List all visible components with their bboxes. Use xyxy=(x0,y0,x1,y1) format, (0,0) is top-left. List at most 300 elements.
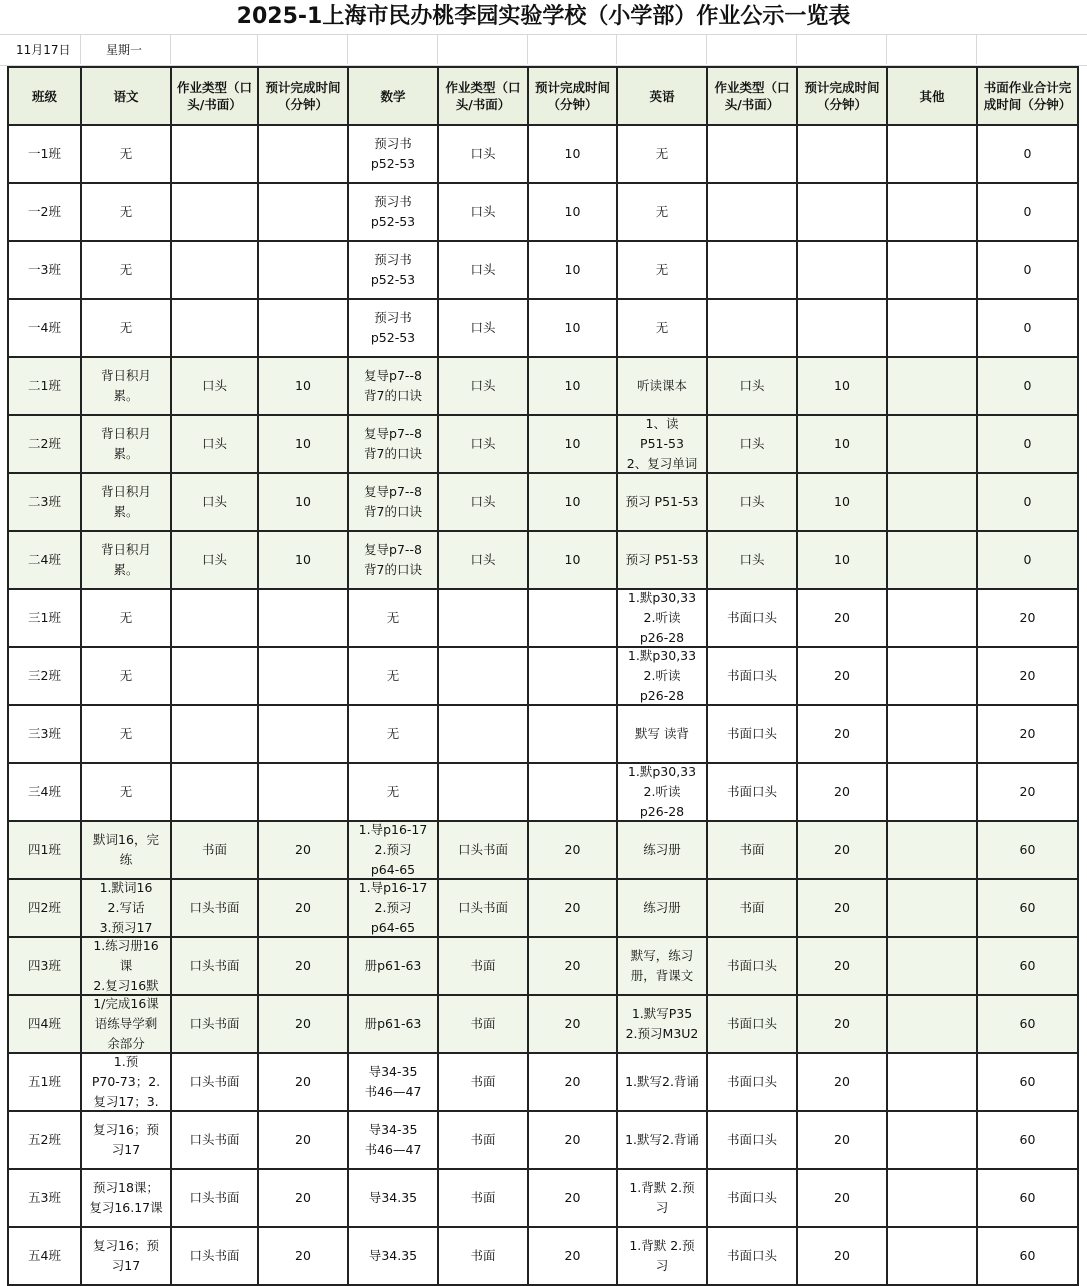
cell-text: 口头 xyxy=(470,320,496,335)
table-cell xyxy=(528,821,617,879)
cell-text: 口头 xyxy=(470,552,496,567)
table-cell xyxy=(617,531,707,589)
table-row xyxy=(8,589,1078,647)
table-cell xyxy=(617,473,707,531)
table-cell xyxy=(887,995,977,1053)
table-cell xyxy=(348,821,438,879)
table-cell xyxy=(348,125,438,183)
table-cell xyxy=(797,589,887,647)
cell-text: 练习册 xyxy=(643,842,681,857)
cell-text: 复导p7--8 背7的口诀 xyxy=(364,484,422,519)
cell-text: 三4班 xyxy=(28,784,61,799)
cell-text: 复导p7--8 背7的口诀 xyxy=(364,426,422,461)
cell-text: 60 xyxy=(1019,1248,1036,1263)
table-cell xyxy=(8,415,81,473)
table-cell xyxy=(81,995,171,1053)
table-cell xyxy=(977,299,1078,357)
table-cell xyxy=(797,241,887,299)
table-cell xyxy=(81,879,171,937)
table-cell xyxy=(977,763,1078,821)
cell-text: 20 xyxy=(295,1248,311,1263)
table-cell xyxy=(171,589,258,647)
cell-text: 预习书 p52-53 xyxy=(370,252,416,287)
table-cell xyxy=(797,763,887,821)
table-cell xyxy=(617,1053,707,1111)
table-cell xyxy=(977,589,1078,647)
cell-text: 1.默p30,33 2.听读 p26-28 xyxy=(627,765,697,819)
table-cell xyxy=(171,705,258,763)
cell-text: 无 xyxy=(655,146,669,161)
cell-text: 10 xyxy=(295,436,311,451)
table-cell xyxy=(258,183,348,241)
cell-text: 20 xyxy=(564,1190,581,1205)
cell-text: 1.背默 2.预 习 xyxy=(629,1180,695,1215)
table-cell xyxy=(8,357,81,415)
cell-text: 册p61-63 xyxy=(364,1016,422,1031)
table-cell xyxy=(707,589,797,647)
table-cell xyxy=(617,415,707,473)
table-cell xyxy=(528,995,617,1053)
table-cell xyxy=(887,647,977,705)
table-cell xyxy=(8,1111,81,1169)
table-cell xyxy=(258,299,348,357)
cell-text: 1.背默 2.预 习 xyxy=(629,1238,695,1273)
table-cell xyxy=(887,1227,977,1285)
cell-text: 20 xyxy=(834,1190,850,1205)
table-cell xyxy=(348,241,438,299)
column-header: 书面作业合计完成时间（分钟） xyxy=(977,67,1078,125)
table-cell xyxy=(438,879,528,937)
table-cell xyxy=(707,1227,797,1285)
table-cell xyxy=(8,647,81,705)
column-header: 其他 xyxy=(887,67,977,125)
cell-text: 无 xyxy=(386,726,400,741)
cell-text: 10 xyxy=(564,204,581,219)
cell-text: 背日积月 累。 xyxy=(100,542,151,577)
cell-text: 四3班 xyxy=(28,958,61,973)
table-cell xyxy=(8,995,81,1053)
table-cell xyxy=(797,1169,887,1227)
table-cell xyxy=(348,937,438,995)
table-cell xyxy=(8,879,81,937)
table-cell xyxy=(171,1169,258,1227)
cell-text: 预习 P51-53 xyxy=(625,552,699,567)
table-cell xyxy=(707,473,797,531)
cell-text: 1/完成16课 语练导学剩 余部分 xyxy=(93,997,159,1051)
table-cell xyxy=(528,705,617,763)
table-cell xyxy=(348,1111,438,1169)
table-cell xyxy=(797,531,887,589)
table-cell xyxy=(617,125,707,183)
table-cell xyxy=(258,937,348,995)
table-cell xyxy=(258,821,348,879)
cell-text: 预习书 p52-53 xyxy=(370,194,416,229)
cell-text: 导34-35 书46—47 xyxy=(364,1122,422,1157)
table-cell xyxy=(617,1227,707,1285)
table-body xyxy=(8,125,1078,1285)
table-cell xyxy=(977,415,1078,473)
table-cell xyxy=(887,183,977,241)
cell-text: 20 xyxy=(1019,784,1036,799)
cell-text: 20 xyxy=(834,1248,850,1263)
table-cell xyxy=(348,299,438,357)
table-row xyxy=(8,821,1078,879)
table-cell xyxy=(707,1111,797,1169)
cell-text: 一3班 xyxy=(28,262,61,277)
table-cell xyxy=(438,125,528,183)
table-cell xyxy=(438,357,528,415)
table-cell xyxy=(617,357,707,415)
column-header: 数学 xyxy=(348,67,438,125)
cell-text: 默写，练习 册，背课文 xyxy=(630,948,694,983)
cell-text: 默写 读背 xyxy=(635,726,689,741)
table-cell xyxy=(81,763,171,821)
cell-text: 默词16，完 练 xyxy=(93,832,159,867)
table-cell xyxy=(528,241,617,299)
cell-text: 1.默p30,33 2.听读 p26-28 xyxy=(627,591,697,645)
table-cell xyxy=(797,1111,887,1169)
table-cell xyxy=(171,415,258,473)
table-cell xyxy=(171,763,258,821)
table-cell xyxy=(977,531,1078,589)
table-cell xyxy=(8,125,81,183)
cell-text: 无 xyxy=(119,668,133,683)
table-row xyxy=(8,473,1078,531)
cell-text: 10 xyxy=(295,378,311,393)
cell-text: 60 xyxy=(1019,958,1036,973)
cell-text: 复习16；预 习17 xyxy=(93,1122,159,1157)
table-cell xyxy=(258,1053,348,1111)
column-header: 作业类型（口头/书面） xyxy=(707,67,797,125)
cell-text: 10 xyxy=(564,262,581,277)
table-row xyxy=(8,415,1078,473)
cell-text: 20 xyxy=(1019,668,1036,683)
table-cell xyxy=(977,705,1078,763)
table-cell xyxy=(797,299,887,357)
table-cell xyxy=(171,299,258,357)
cell-text: 口头 xyxy=(739,436,765,451)
table-cell xyxy=(617,589,707,647)
cell-text: 口头 xyxy=(470,436,496,451)
table-cell xyxy=(977,125,1078,183)
table-cell xyxy=(171,241,258,299)
table-cell xyxy=(258,125,348,183)
cell-text: 1.预 P70-73；2. 复习17；3. xyxy=(91,1055,161,1109)
table-cell xyxy=(258,647,348,705)
cell-text: 口头 xyxy=(201,552,227,567)
cell-text: 0 xyxy=(1023,436,1032,451)
cell-text: 导34-35 书46—47 xyxy=(364,1064,422,1099)
cell-text: 书面 xyxy=(470,1190,496,1205)
cell-text: 20 xyxy=(564,900,581,915)
cell-text: 20 xyxy=(295,1132,311,1147)
cell-text: 口头 xyxy=(739,552,765,567)
table-cell xyxy=(258,531,348,589)
table-cell xyxy=(438,763,528,821)
cell-text: 书面口头 xyxy=(726,668,777,683)
column-header: 预计完成时间（分钟） xyxy=(528,67,617,125)
date-label: 11月17日 xyxy=(16,43,71,57)
column-header: 预计完成时间（分钟） xyxy=(797,67,887,125)
table-cell xyxy=(8,705,81,763)
table-cell xyxy=(707,299,797,357)
table-cell xyxy=(528,473,617,531)
table-cell xyxy=(977,1169,1078,1227)
cell-text: 三3班 xyxy=(28,726,61,741)
cell-text: 无 xyxy=(386,668,400,683)
table-cell xyxy=(8,589,81,647)
table-cell xyxy=(797,125,887,183)
table-cell xyxy=(8,1169,81,1227)
table-cell xyxy=(348,647,438,705)
table-cell xyxy=(258,879,348,937)
table-cell xyxy=(438,241,528,299)
column-header: 预计完成时间（分钟） xyxy=(258,67,348,125)
cell-text: 60 xyxy=(1019,1190,1036,1205)
table-cell xyxy=(797,995,887,1053)
table-cell xyxy=(348,183,438,241)
table-cell xyxy=(8,1227,81,1285)
table-cell xyxy=(707,763,797,821)
table-cell xyxy=(171,473,258,531)
table-cell xyxy=(797,1227,887,1285)
cell-text: 四4班 xyxy=(28,1016,61,1031)
table-cell xyxy=(258,763,348,821)
cell-text: 口头书面 xyxy=(189,1016,240,1031)
table-cell xyxy=(528,1227,617,1285)
cell-text: 60 xyxy=(1019,1016,1036,1031)
header-row xyxy=(8,67,1078,125)
cell-text: 册p61-63 xyxy=(364,958,422,973)
page-title: 2025-1上海市民办桃李园实验学校（小学部）作业公示一览表 xyxy=(236,4,851,29)
table-cell xyxy=(8,183,81,241)
table-cell xyxy=(8,241,81,299)
weekday-label: 星期一 xyxy=(106,43,143,57)
table-cell xyxy=(977,995,1078,1053)
cell-text: 1.默写2.背诵 xyxy=(625,1074,699,1089)
cell-text: 1.默写2.背诵 xyxy=(625,1132,699,1147)
column-header: 班级 xyxy=(8,67,81,125)
table-cell xyxy=(171,821,258,879)
table-cell xyxy=(528,763,617,821)
table-cell xyxy=(617,821,707,879)
cell-text: 口头书面 xyxy=(457,842,508,857)
table-row xyxy=(8,1111,1078,1169)
cell-text: 书面口头 xyxy=(726,784,777,799)
table-cell xyxy=(81,531,171,589)
table-cell xyxy=(528,183,617,241)
table-row xyxy=(8,1169,1078,1227)
table-cell xyxy=(528,647,617,705)
cell-text: 预习书 p52-53 xyxy=(370,310,416,345)
table-cell xyxy=(81,357,171,415)
cell-text: 口头 xyxy=(470,494,496,509)
cell-text: 60 xyxy=(1019,842,1036,857)
table-cell xyxy=(617,1169,707,1227)
table-cell xyxy=(81,125,171,183)
table-cell xyxy=(81,1169,171,1227)
table-cell xyxy=(707,879,797,937)
homework-table xyxy=(7,66,1079,1286)
cell-text: 预习18课； 复习16.17课 xyxy=(89,1180,163,1215)
table-cell xyxy=(348,357,438,415)
table-cell xyxy=(8,821,81,879)
table-cell xyxy=(171,937,258,995)
table-cell xyxy=(258,1227,348,1285)
cell-text: 1.默写P35 2.预习M3U2 xyxy=(625,1006,699,1041)
table-row xyxy=(8,299,1078,357)
table-cell xyxy=(707,937,797,995)
table-cell xyxy=(81,415,171,473)
table-cell xyxy=(887,473,977,531)
cell-text: 练习册 xyxy=(643,900,681,915)
cell-text: 10 xyxy=(564,552,581,567)
cell-text: 听读课本 xyxy=(636,378,687,393)
column-header: 作业类型（口头/书面） xyxy=(171,67,258,125)
cell-text: 一2班 xyxy=(28,204,61,219)
table-cell xyxy=(977,821,1078,879)
cell-text: 一1班 xyxy=(28,146,61,161)
cell-text: 书面口头 xyxy=(726,1190,777,1205)
table-row xyxy=(8,357,1078,415)
cell-text: 背日积月 累。 xyxy=(100,484,151,519)
table-cell xyxy=(707,125,797,183)
table-cell xyxy=(438,589,528,647)
table-cell xyxy=(797,1053,887,1111)
cell-text: 0 xyxy=(1023,552,1032,567)
cell-text: 1.练习册16 课 2.复习16默 xyxy=(93,939,159,993)
cell-text: 0 xyxy=(1023,320,1032,335)
table-cell xyxy=(887,357,977,415)
table-cell xyxy=(617,647,707,705)
cell-text: 无 xyxy=(119,262,133,277)
table-cell xyxy=(258,995,348,1053)
column-header: 语文 xyxy=(81,67,171,125)
cell-text: 口头书面 xyxy=(189,900,240,915)
table-cell xyxy=(528,531,617,589)
table-cell xyxy=(348,415,438,473)
table-row xyxy=(8,647,1078,705)
cell-text: 0 xyxy=(1023,204,1032,219)
cell-text: 20 xyxy=(295,900,311,915)
cell-text: 五3班 xyxy=(28,1190,61,1205)
cell-text: 20 xyxy=(295,1016,311,1031)
table-cell xyxy=(797,415,887,473)
table-row xyxy=(8,1053,1078,1111)
table-cell xyxy=(887,589,977,647)
table-cell xyxy=(887,879,977,937)
table-cell xyxy=(887,125,977,183)
table-cell xyxy=(81,647,171,705)
table-cell xyxy=(81,183,171,241)
table-cell xyxy=(348,1169,438,1227)
table-cell xyxy=(707,995,797,1053)
table-cell xyxy=(348,589,438,647)
table-cell xyxy=(528,415,617,473)
table-cell xyxy=(348,1053,438,1111)
table-cell xyxy=(887,531,977,589)
cell-text: 口头 xyxy=(201,436,227,451)
cell-text: 20 xyxy=(564,842,581,857)
cell-text: 预习书 p52-53 xyxy=(370,136,416,171)
table-cell xyxy=(617,937,707,995)
cell-text: 无 xyxy=(119,610,133,625)
table-cell xyxy=(8,937,81,995)
table-cell xyxy=(81,937,171,995)
cell-text: 四2班 xyxy=(28,900,61,915)
table-cell xyxy=(438,183,528,241)
cell-text: 20 xyxy=(1019,610,1036,625)
table-cell xyxy=(81,589,171,647)
table-cell xyxy=(81,1053,171,1111)
table-cell xyxy=(707,415,797,473)
table-cell xyxy=(617,1111,707,1169)
cell-text: 口头书面 xyxy=(189,1190,240,1205)
table-cell xyxy=(887,763,977,821)
cell-text: 20 xyxy=(834,726,850,741)
table-cell xyxy=(887,1053,977,1111)
cell-text: 口头书面 xyxy=(189,958,240,973)
cell-text: 导34.35 xyxy=(368,1190,418,1205)
table-cell xyxy=(438,937,528,995)
table-row xyxy=(8,937,1078,995)
table-cell xyxy=(707,531,797,589)
table-row xyxy=(8,183,1078,241)
cell-text: 书面口头 xyxy=(726,1016,777,1031)
cell-text: 书面口头 xyxy=(726,1132,777,1147)
cell-text: 20 xyxy=(564,1016,581,1031)
table-cell xyxy=(171,879,258,937)
cell-text: 20 xyxy=(564,958,581,973)
table-cell xyxy=(617,705,707,763)
table-cell xyxy=(887,299,977,357)
table-cell xyxy=(977,1111,1078,1169)
cell-text: 口头 xyxy=(470,262,496,277)
table-cell xyxy=(258,589,348,647)
cell-text: 背日积月 累。 xyxy=(100,426,151,461)
table-cell xyxy=(8,1053,81,1111)
cell-text: 五4班 xyxy=(28,1248,61,1263)
table-cell xyxy=(438,299,528,357)
cell-text: 20 xyxy=(834,610,850,625)
cell-text: 预习 P51-53 xyxy=(625,494,699,509)
table-cell xyxy=(438,415,528,473)
table-cell xyxy=(977,241,1078,299)
cell-text: 无 xyxy=(119,726,133,741)
table-cell xyxy=(258,415,348,473)
cell-text: 书面 xyxy=(201,842,227,857)
table-cell xyxy=(887,241,977,299)
cell-text: 无 xyxy=(655,320,669,335)
cell-text: 20 xyxy=(564,1132,581,1147)
table-cell xyxy=(617,299,707,357)
cell-text: 20 xyxy=(295,958,311,973)
cell-text: 复导p7--8 背7的口诀 xyxy=(364,368,422,403)
cell-text: 20 xyxy=(564,1248,581,1263)
cell-text: 口头 xyxy=(470,204,496,219)
cell-text: 20 xyxy=(834,842,850,857)
cell-text: 20 xyxy=(834,900,850,915)
table-cell xyxy=(707,357,797,415)
cell-text: 0 xyxy=(1023,378,1032,393)
table-cell xyxy=(81,299,171,357)
cell-text: 20 xyxy=(295,1074,311,1089)
cell-text: 书面口头 xyxy=(726,958,777,973)
cell-text: 无 xyxy=(655,204,669,219)
table-cell xyxy=(528,1111,617,1169)
cell-text: 书面 xyxy=(470,1016,496,1031)
cell-text: 20 xyxy=(295,842,311,857)
